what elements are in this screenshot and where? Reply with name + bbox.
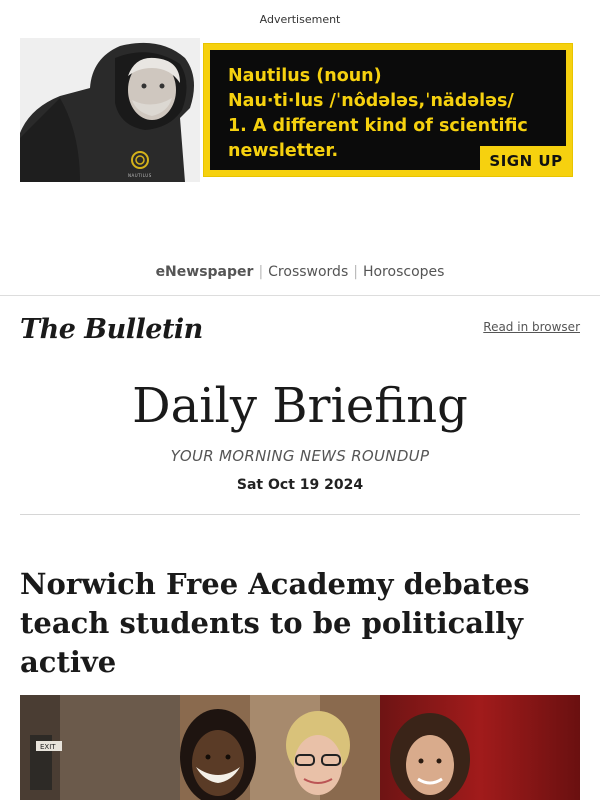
header-divider — [0, 295, 600, 296]
ad-yellow-frame — [204, 44, 572, 176]
ad-brand-mark: NAUTILUS — [128, 173, 152, 178]
nav-separator: | — [258, 264, 264, 280]
ad-signup-button[interactable]: SIGN UP — [480, 146, 572, 176]
ad-line-2: Nau·ti·lus /ˈnôdələs,ˈnädələs/ — [228, 91, 514, 111]
briefing-date: Sat Oct 19 2024 — [236, 477, 364, 493]
nautilus-ad-banner[interactable] — [20, 38, 580, 182]
article-photo[interactable] — [20, 695, 580, 800]
advertisement-label: Advertisement — [259, 13, 341, 26]
exit-sign-text: EXIT — [40, 743, 56, 751]
ad-black-panel — [210, 50, 566, 170]
ad-line-3: 1. A different kind of scientific — [228, 116, 528, 136]
ad-line-1: Nautilus (noun) — [228, 66, 382, 86]
ad-hooded-figure-image — [20, 38, 200, 182]
page-title: Daily Briefing — [132, 378, 468, 434]
three-people-photo — [20, 695, 580, 800]
utility-nav — [0, 264, 600, 280]
read-in-browser-link[interactable]: Read in browser — [483, 320, 580, 334]
section-divider — [20, 514, 580, 515]
the-bulletin-logo[interactable]: The Bulletin — [20, 314, 203, 345]
article-headline[interactable]: Norwich Free Academy debates teach students to be politically active — [20, 567, 530, 679]
nav-enewspaper-link[interactable]: eNewspaper — [155, 264, 254, 280]
hooded-figure-illustration — [20, 38, 200, 182]
nav-separator: | — [353, 264, 358, 280]
ad-line-4: newsletter. — [228, 141, 339, 161]
nav-horoscopes-link[interactable]: Horoscopes — [362, 264, 445, 280]
nav-crosswords-link[interactable]: Crosswords — [268, 264, 349, 280]
page-subtitle: YOUR MORNING NEWS ROUNDUP — [170, 447, 430, 465]
